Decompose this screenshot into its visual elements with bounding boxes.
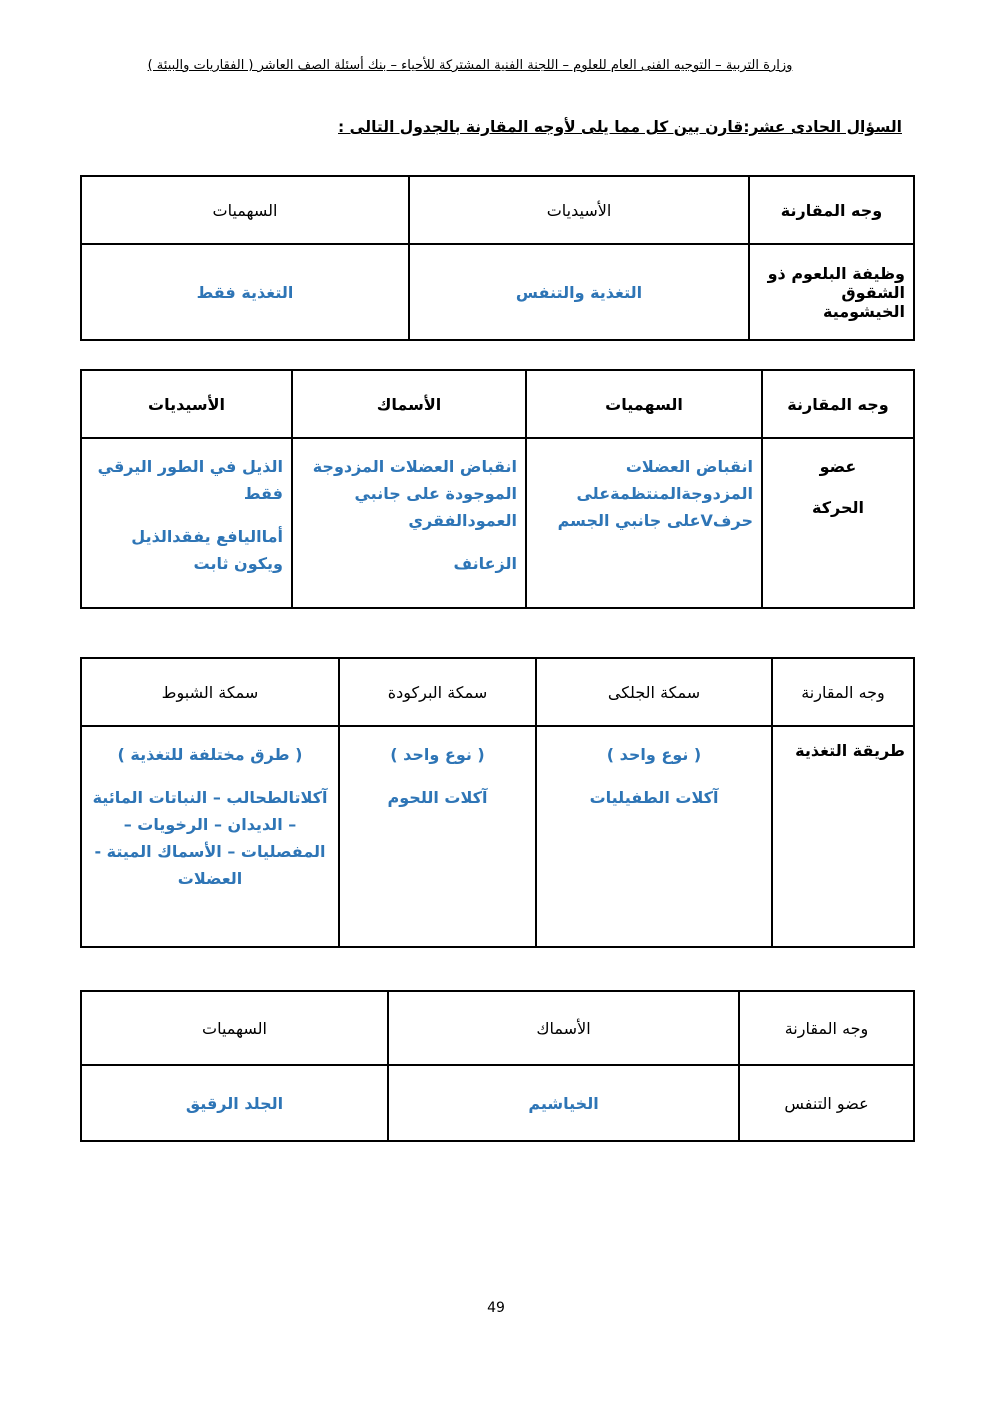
page-header: وزارة التربية – التوجيه الفنى العام للعلوم – اللجنة الفنية المشتركة للأحياء – بنك أسئلة الصف العاشر ( الفقاريات والبيئة )	[147, 58, 793, 73]
header-ascidians: الأسيديات	[81, 370, 292, 438]
comparison-table-respiration	[80, 990, 915, 1142]
answer-cephalochordates: التغذية فقط	[81, 244, 409, 340]
answer-cephalochordates: الجلد الرقيق	[81, 1065, 388, 1141]
header-comparison-aspect: وجه المقارنة	[772, 658, 914, 726]
header-comparison-aspect: وجه المقارنة	[762, 370, 914, 438]
answer-cephalochordates: انقباض العضلات المزدوجةالمنتظمةعلى حرفVعلى جانبي الجسم	[526, 438, 762, 608]
row-label-line-1: عضو	[819, 457, 857, 476]
row-label-feeding-method: طريقة التغذية	[772, 726, 914, 947]
header-cephalochordates: السهميات	[81, 176, 409, 244]
answer-fish: الخياشيم	[388, 1065, 739, 1141]
header-barracuda: سمكة البركودة	[339, 658, 536, 726]
header-lamprey: سمكة الجلكى	[536, 658, 772, 726]
header-comparison-aspect: وجه المقارنة	[739, 991, 914, 1065]
header-carp: سمكة الشبوط	[81, 658, 339, 726]
answer-carp: ( طرق مختلفة للتغذية ) آكلاتالطحالب – النباتات المائية – الديدان – الرخويات – المفصليات – الأسماك الميتة - العضلات	[81, 726, 339, 947]
answer-fish: انقباض العضلات المزدوجة الموجودة على جانبي العمودالفقري الزعانف	[292, 438, 526, 608]
comparison-table-feeding	[80, 657, 915, 948]
header-ascidians: الأسيديات	[409, 176, 749, 244]
page-number: 49	[487, 1300, 505, 1316]
header-comparison-aspect: وجه المقارنة	[749, 176, 914, 244]
header-cephalochordates: السهميات	[81, 991, 388, 1065]
row-label-respiratory-organ: عضو التنفس	[739, 1065, 914, 1141]
answer-barracuda: ( نوع واحد ) آكلات اللحوم	[339, 726, 536, 947]
row-label-locomotion-organ	[762, 438, 914, 608]
row-label-pharynx-function: وظيفة البلعوم ذو الشقوق الخيشومية	[749, 244, 914, 340]
row-label-line-2: الحركة	[812, 498, 864, 517]
answer-lamprey: ( نوع واحد ) آكلات الطفيليات	[536, 726, 772, 947]
answer-ascidians: الذيل في الطور اليرقي فقط أمااليافع يفقدالذيل ويكون ثابت	[81, 438, 292, 608]
question-title: السؤال الحادى عشر:قارن بين كل مما يلى لأوجه المقارنة بالجدول التالى :	[338, 118, 902, 136]
answer-ascidians: التغذية والتنفس	[409, 244, 749, 340]
comparison-table-pharynx	[80, 175, 915, 341]
header-fish: الأسماك	[292, 370, 526, 438]
header-cephalochordates: السهميات	[526, 370, 762, 438]
comparison-table-locomotion	[80, 369, 915, 609]
header-fish: الأسماك	[388, 991, 739, 1065]
